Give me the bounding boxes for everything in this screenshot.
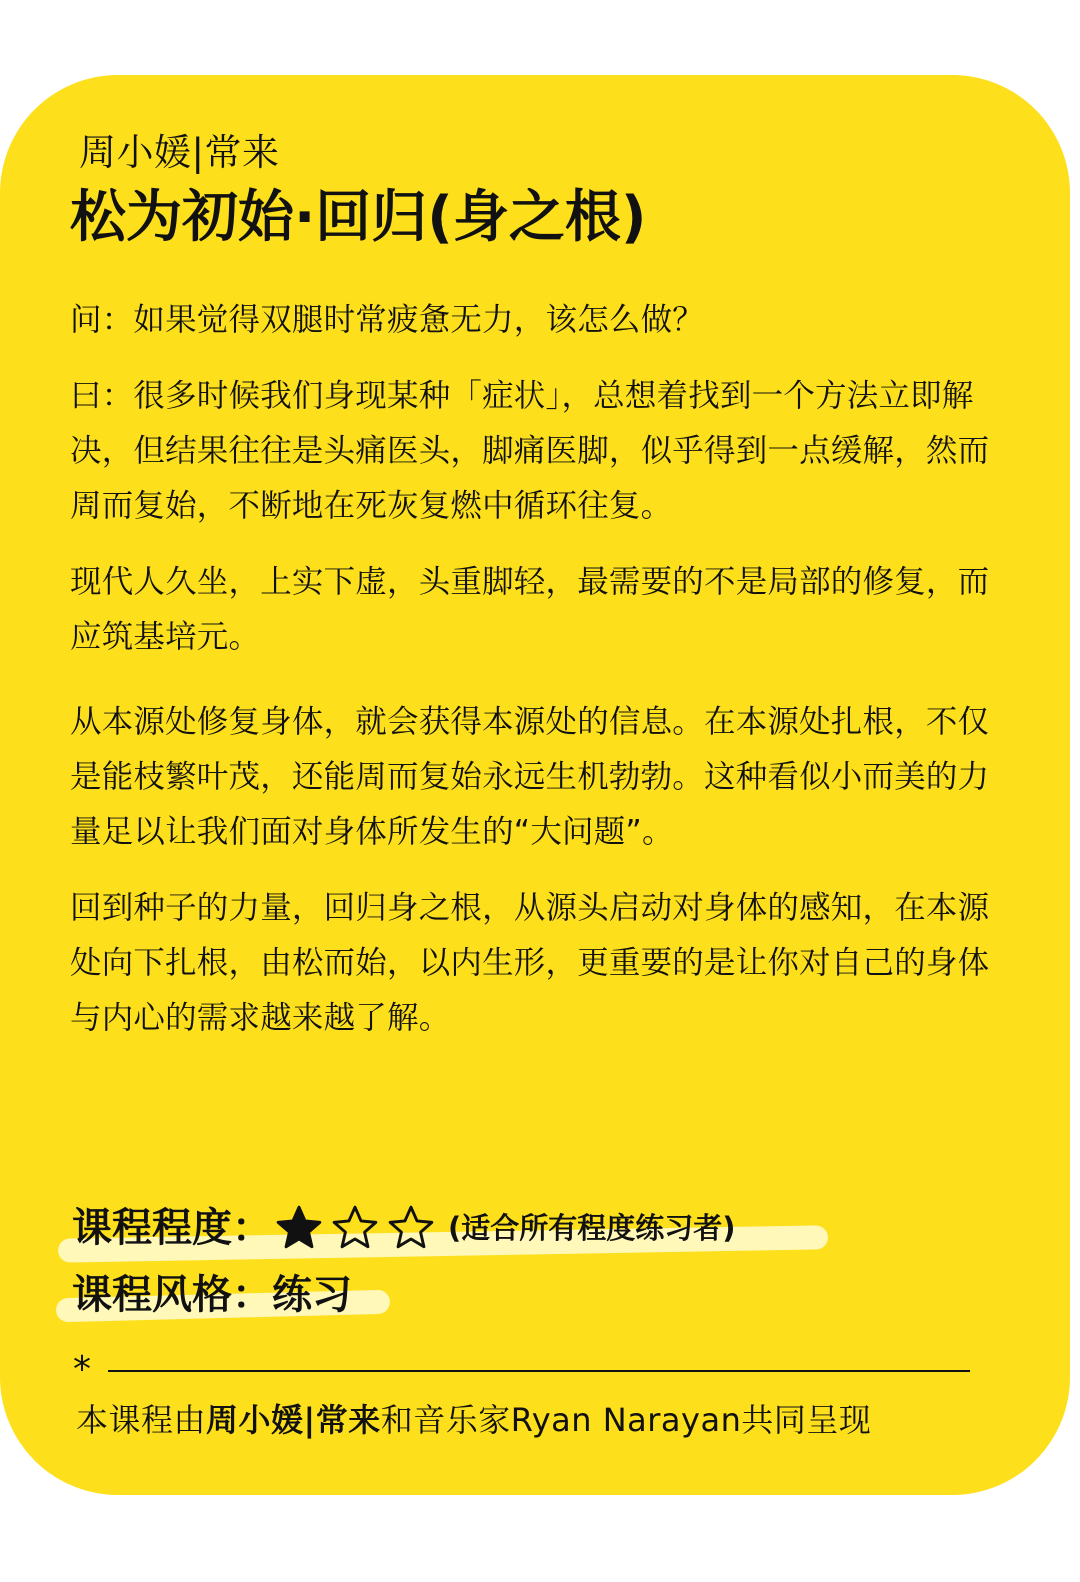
answer-paragraph-2: 现代人久坐，上实下虚，头重脚轻，最需要的不是局部的修复，而应筑基培元。	[70, 564, 990, 655]
divider	[108, 1370, 970, 1372]
footer-suffix: 共同呈现	[741, 1401, 872, 1439]
star-filled-icon	[274, 1203, 324, 1253]
star-outline-icon	[386, 1203, 436, 1253]
asterisk-icon: *	[73, 1349, 91, 1390]
page-title: 松为初始·回归(身之根)	[70, 185, 647, 250]
author-name: 周小媛|常来	[79, 131, 280, 174]
course-style-row	[72, 1267, 352, 1323]
question-paragraph: 问：如果觉得双腿时常疲惫无力，该怎么做？	[70, 302, 705, 338]
course-style-value: 练习	[272, 1272, 352, 1318]
star-outline-icon	[330, 1203, 380, 1253]
course-level-row	[72, 1200, 736, 1256]
footer-musician: Ryan Narayan	[510, 1401, 742, 1439]
answer-paragraph-4: 回到种子的力量，回归身之根，从源头启动对身体的感知，在本源处向下扎根，由松而始，以内生形，更重要的是让你对自己的身体与内心的需求越来越了解。	[70, 890, 990, 1036]
course-level-description: (适合所有程度练习者)	[448, 1211, 736, 1245]
footer-prefix: 本课程由	[76, 1401, 207, 1439]
footer-author: 周小媛|常来	[206, 1401, 381, 1439]
course-level-label: 课程程度：	[72, 1205, 272, 1251]
footer-credit	[76, 1396, 871, 1444]
answer-paragraph-3: 从本源处修复身体，就会获得本源处的信息。在本源处扎根，不仅是能枝繁叶茂，还能周而复始永远生机勃勃。这种看似小而美的力量足以让我们面对身体所发生的“大问题”。	[70, 704, 990, 850]
answer-paragraph-1: 曰：很多时候我们身现某种「症状」，总想着找到一个方法立即解决，但结果往往是头痛医头，脚痛医脚，似乎得到一点缓解，然而周而复始，不断地在死灰复燃中循环往复。	[70, 378, 990, 524]
course-level-rating	[274, 1203, 442, 1253]
footer-middle: 和音乐家	[380, 1401, 511, 1439]
course-style-label: 课程风格：	[72, 1272, 272, 1318]
